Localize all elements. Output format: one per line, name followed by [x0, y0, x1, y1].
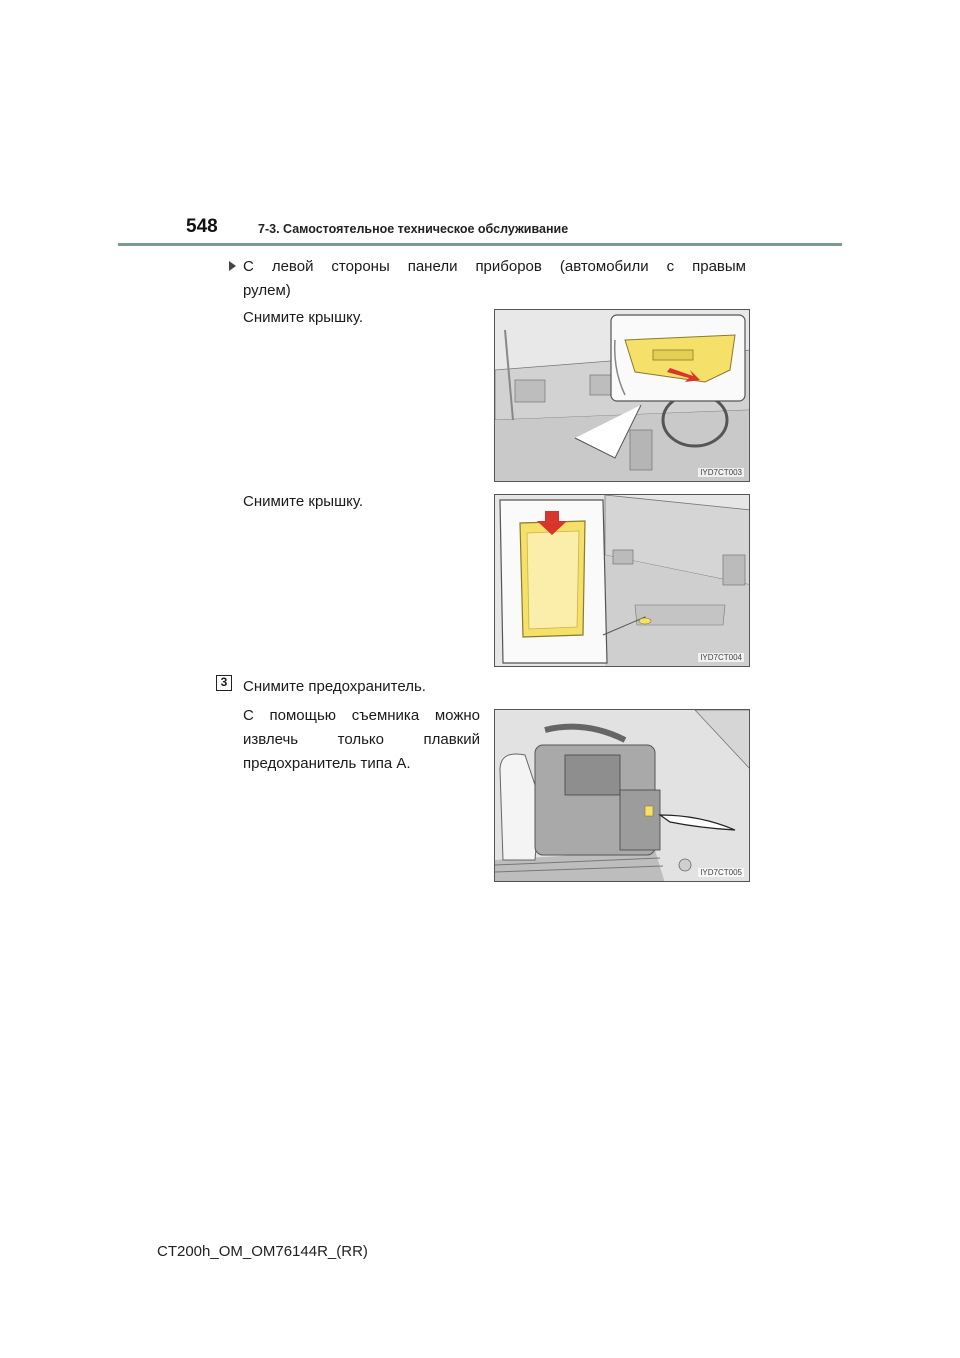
figure-dashboard-cover [494, 309, 750, 482]
header-rule [118, 243, 842, 246]
figure-engine-bay [494, 709, 750, 882]
engine-bay-illustration [495, 710, 750, 882]
figure-code: IYD7CT004 [700, 653, 742, 662]
intro-line1 [243, 255, 746, 279]
section-title: 7-3. Самостоятельное техническое обслуживание [258, 222, 569, 236]
dashboard-illustration [495, 310, 750, 482]
cover-illustration [495, 495, 750, 667]
step-number-badge: 3 [216, 675, 232, 691]
step-2-text: Снимите крышку. [243, 493, 364, 510]
note-line: С помощью съемника можно [243, 707, 480, 724]
page-number: 548 [186, 216, 218, 237]
figure-code: IYD7CT005 [700, 868, 742, 877]
note-line: извлечь только плавкий [243, 731, 480, 748]
figure-code: IYD7CT003 [700, 468, 742, 477]
step-3-text: Снимите предохранитель. [243, 678, 426, 695]
bullet-triangle-icon [229, 261, 236, 271]
figure-inner-cover [494, 494, 750, 667]
footer-doc-id: CT200h_OM_OM76144R_(RR) [157, 1243, 368, 1260]
intro-text: С левой стороны панели приборов (автомобили с правым [243, 258, 746, 275]
note-paragraph [243, 704, 480, 776]
step-1-text: Снимите крышку. [243, 309, 364, 326]
intro-line2: рулем) [243, 282, 291, 299]
note-line: предохранитель типа A. [243, 755, 411, 772]
